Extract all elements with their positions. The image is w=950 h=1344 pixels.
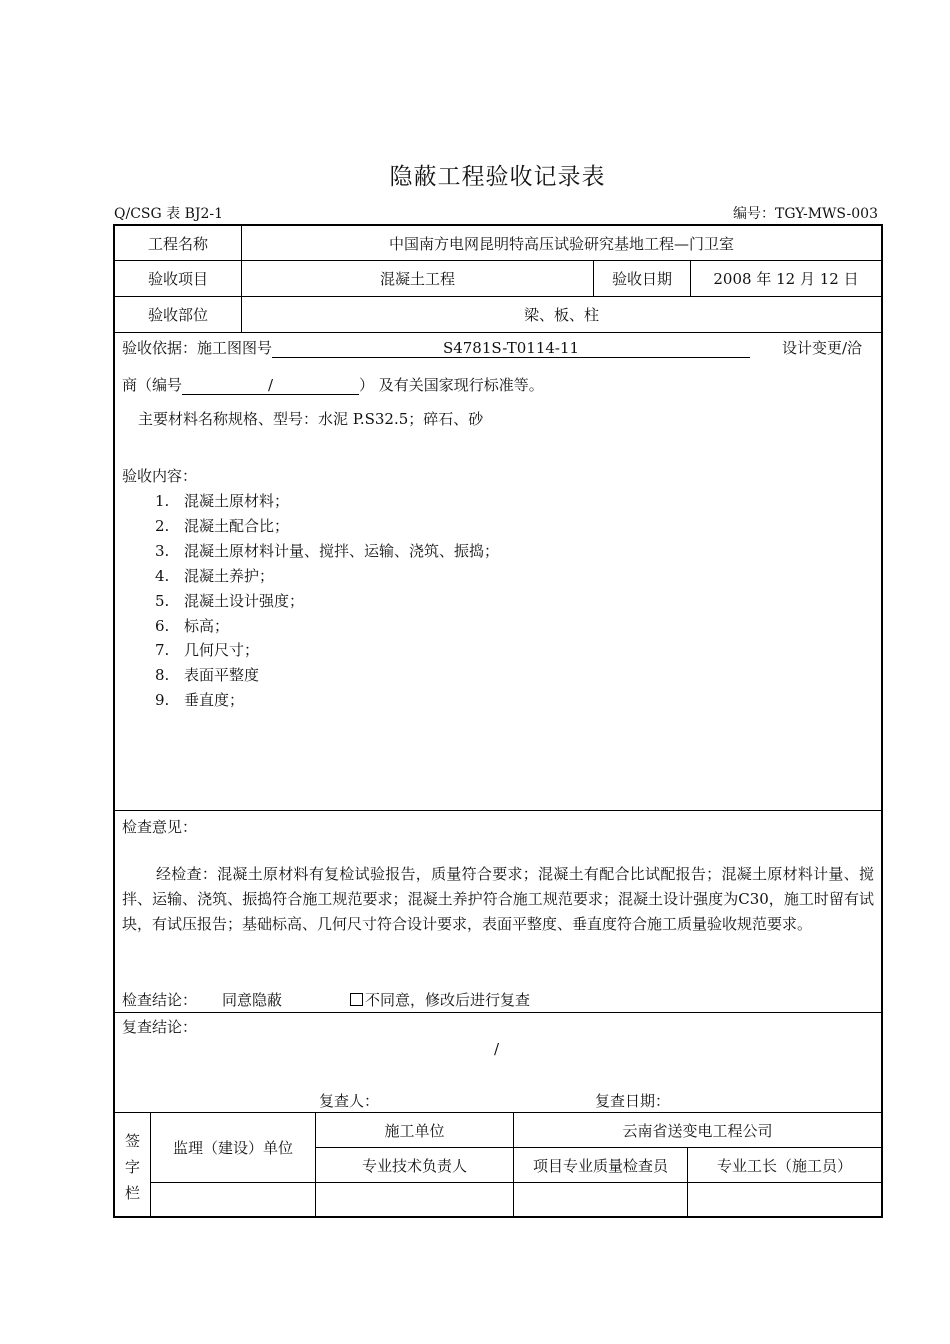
rule — [113, 332, 883, 333]
list-item: 3. 混凝土原材料计量、搅拌、运输、浇筑、振捣； — [155, 542, 500, 560]
basis-suffix: 设计变更/洽 — [782, 339, 863, 357]
recheck-person-label: 复查人： — [319, 1092, 380, 1110]
acceptance-date-value: 2008 年 12 月 12 日 — [713, 270, 859, 288]
signature-side-label: 签 字 栏 — [124, 1132, 140, 1202]
basis-line — [122, 337, 750, 358]
tech-lead-label: 专业技术负责人 — [361, 1156, 467, 1175]
inspection-heading: 检查意见： — [122, 818, 198, 836]
agree-option: 同意隐蔽 — [222, 991, 283, 1009]
table-border-bottom — [113, 1216, 883, 1218]
list-item: 1. 混凝土原材料； — [155, 492, 290, 510]
basis-line2-suffix: ） 及有关国家现行标准等。 — [359, 376, 544, 394]
rule — [150, 1182, 883, 1183]
acceptance-part-value: 梁、板、柱 — [523, 306, 599, 324]
recheck-value: / — [494, 1040, 500, 1058]
list-item: 6. 标高； — [155, 617, 230, 635]
basis-line-2 — [122, 374, 544, 395]
form-code: Q/CSG 表 BJ2-1 — [114, 206, 224, 222]
basis-prefix: 验收依据：施工图图号 — [122, 339, 273, 357]
inspection-opinion: 经检查：混凝土原材料有复检试验报告，质量符合要求；混凝土有配合比试配报告；混凝土原材料计量、搅拌、运输、浇筑、振捣符合施工规范要求；混凝土养护符合施工规范要求；混凝土设计强度为C30，施工时留有试块，有试压报告；基础标高、几何尺寸符合设计要求，表面平整度、垂直度符合施工质量验收规范要求。 — [122, 865, 874, 933]
acceptance-date-label: 验收日期 — [611, 270, 672, 288]
acceptance-part-label: 验收部位 — [147, 306, 208, 324]
list-item: 8. 表面平整度 — [155, 666, 260, 684]
list-item: 5. 混凝土设计强度； — [155, 592, 305, 610]
list-item: 9. 垂直度； — [155, 691, 245, 709]
project-name-value: 中国南方电网昆明特高压试验研究基地工程—门卫室 — [388, 234, 734, 253]
drawing-number: S4781S-T0114-11 — [272, 339, 750, 358]
change-number: / — [182, 376, 359, 395]
disagree-checkbox — [350, 993, 363, 1006]
basis-line2-prefix: 商（编号 — [122, 376, 183, 394]
supervision-unit: 监理（建设）单位 — [172, 1139, 293, 1157]
form-title: 隐蔽工程验收记录表 — [389, 164, 606, 190]
rule — [113, 1012, 883, 1013]
foreman-label: 专业工长（施工员） — [716, 1156, 852, 1175]
acceptance-item-value: 混凝土工程 — [379, 270, 455, 288]
rule — [113, 810, 883, 811]
list-item: 4. 混凝土养护； — [155, 567, 275, 585]
project-name-label: 工程名称 — [147, 234, 208, 253]
recheck-date-label: 复查日期： — [595, 1092, 671, 1110]
list-item: 2. 混凝土配合比； — [155, 517, 290, 535]
table-border-left — [113, 224, 115, 1218]
list-item: 7. 几何尺寸； — [155, 641, 260, 659]
recheck-heading: 复查结论： — [122, 1018, 198, 1036]
conclusion-label: 检查结论： — [122, 991, 198, 1009]
disagree-option: 不同意，修改后进行复查 — [350, 989, 530, 1010]
materials: 主要材料名称规格、型号：水泥 P.S32.5；碎石、砂 — [138, 410, 484, 428]
construction-unit-label: 施工单位 — [384, 1121, 445, 1140]
acceptance-item-label: 验收项目 — [147, 270, 208, 288]
content-heading: 验收内容： — [122, 467, 198, 485]
table-border-right — [881, 224, 883, 1218]
serial-number: 编号：TGY-MWS-003 — [733, 206, 878, 222]
qc-inspector-label: 项目专业质量检查员 — [532, 1156, 668, 1175]
construction-unit-value: 云南省送变电工程公司 — [622, 1121, 773, 1140]
